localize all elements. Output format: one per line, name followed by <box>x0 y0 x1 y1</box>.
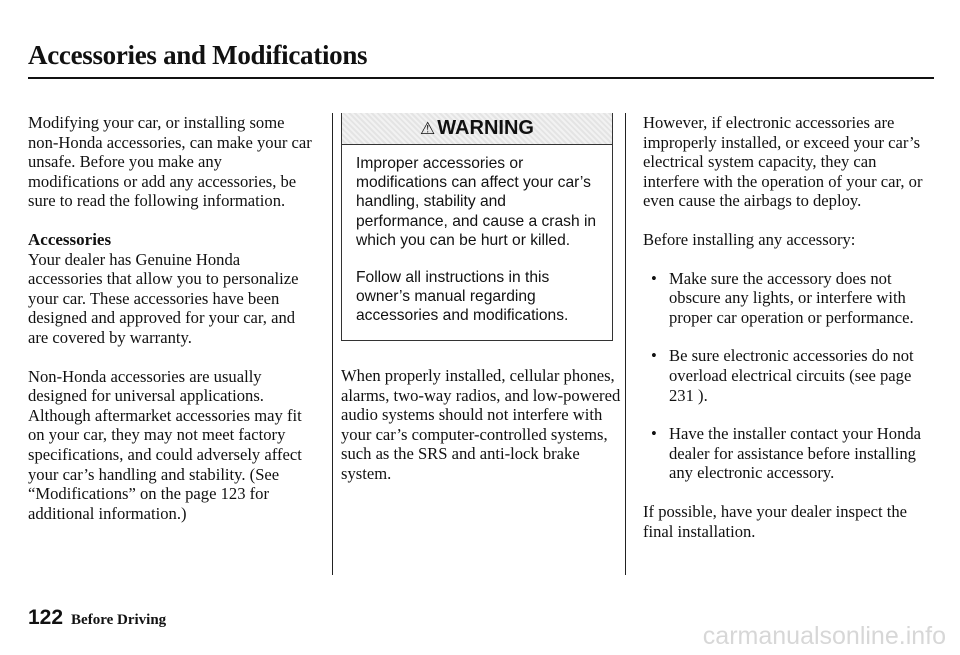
intro-paragraph: Modifying your car, or installing some non-Honda accessories, can make your car unsafe. Before you make any modifications or add any accessories, be sure to read the following information. <box>28 113 312 211</box>
bullet-icon: • <box>651 346 657 366</box>
non-honda-paragraph: Non-Honda accessories are usually designed for universal applications. Although aftermarket accessories may fit on your car, they may not meet factory specifications, and could adversely affect your car’s handling and stability. (See “Modifications” on the page 123 for additional information.) <box>28 366 302 523</box>
warning-text: Improper accessories or modifications can affect your car’s handling, stability and performance, and cause a crash in which you can be hurt or killed. <box>356 155 597 249</box>
bullet-text: Have the installer contact your Honda dealer for assistance before installing any electronic accessory. <box>669 424 922 483</box>
bullet-item <box>643 424 935 483</box>
accessories-paragraph: Your dealer has Genuine Honda accessories that allow you to personalize your car. These accessories have been designed and approved for your car, and are covered by warranty. <box>28 249 299 347</box>
warning-instruction: Follow all instructions in this owner’s manual regarding accessories and modifications. <box>356 269 569 325</box>
page-title: Accessories and Modifications <box>28 40 368 70</box>
page-number: 122 <box>28 606 64 629</box>
warning-label: WARNING <box>437 117 534 139</box>
bullet-text: Be sure electronic accessories do not overload electrical circuits (see page 231 ). <box>669 346 914 405</box>
electronic-paragraph: However, if electronic accessories are improperly installed, or exceed your car’s electrical system capacity, they can interfere with the operation of your car, or even cause the airbags to deploy. <box>643 113 923 211</box>
accessories-heading: Accessories <box>28 229 112 249</box>
bullet-item <box>643 269 935 328</box>
before-installing-text: Before installing any accessory: <box>643 229 856 249</box>
inspect-paragraph: If possible, have your dealer inspect the final installation. <box>643 501 908 541</box>
warning-body <box>342 145 612 326</box>
column-divider-left <box>332 113 333 575</box>
left-column <box>28 113 316 542</box>
bullet-text: Make sure the accessory does not obscure any lights, or interfere with proper car operation or performance. <box>669 268 914 327</box>
bullet-item <box>643 346 935 405</box>
column-divider-right <box>625 113 626 575</box>
bullet-icon: • <box>651 424 657 444</box>
installation-paragraph: When properly installed, cellular phones, alarms, two-way radios, and low-powered audio systems should not interfere with your car’s computer-controlled systems, such as the SRS and anti-lock brake system. <box>341 366 621 483</box>
page-footer <box>28 606 166 630</box>
section-name: Before Driving <box>71 612 167 628</box>
bullet-icon: • <box>651 268 657 288</box>
warning-icon: ⚠ <box>420 118 436 138</box>
title-rule <box>28 77 934 79</box>
warning-box <box>341 113 613 341</box>
warning-header <box>342 113 612 145</box>
middle-column <box>341 366 624 503</box>
watermark: carmanualsonline.info <box>702 622 946 650</box>
right-column <box>643 113 935 560</box>
